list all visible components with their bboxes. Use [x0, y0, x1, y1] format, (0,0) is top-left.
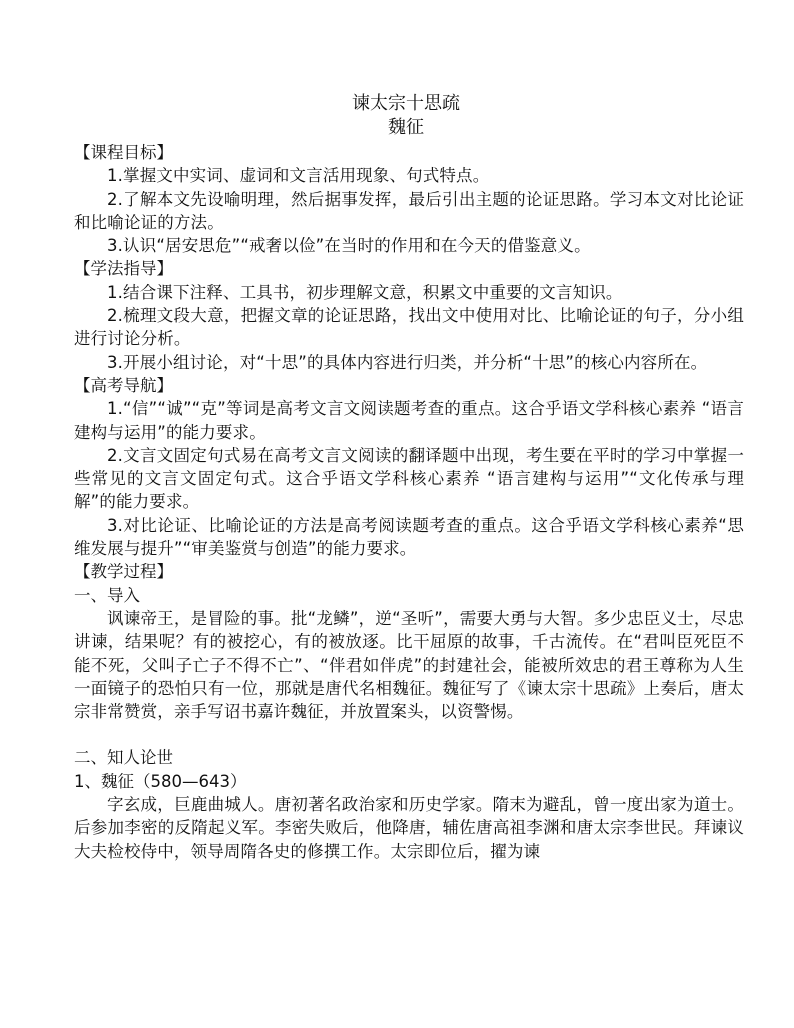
person-heading: 1、魏征（580—643）: [74, 771, 247, 791]
background-heading: 二、知人论世: [74, 748, 173, 768]
document-title: 谏太宗十思疏: [352, 93, 460, 114]
document-page: [74, 92, 744, 863]
spacer: [74, 723, 744, 746]
section-heading-method: 【学法指导】: [74, 259, 173, 279]
intro-paragraph: 讽谏帝王，是冒险的事。批“龙鳞”，逆“圣听”，需要大勇与大智。多少忠臣义士，尽忠讲谏，结果呢？有的被挖心，有的被放逐。比干屈原的故事，千古流传。在“君叫臣死臣不能不死，父叫子亡子不得不亡”、“伴君如伴虎”的封建社会，能被所效忠的君王尊称为人生一面镜子的恐怕只有一位，那就是唐代名相魏征。魏征写了《谏太宗十思疏》上奏后，唐太宗非常赞赏，亲手写诏书嘉许魏征，并放置案头，以资警惕。: [74, 608, 744, 722]
goal-item: 2.了解本文先设喻明理，然后据事发挥，最后引出主题的论证思路。学习本文对比论证和比喻论证的方法。: [74, 189, 744, 232]
section-heading-goals: 【课程目标】: [74, 143, 173, 162]
exam-item: 2.文言文固定句式易在高考文言文阅读的翻译题中出现，考生要在平时的学习中掌握一些常见的文言文固定句式。这合乎语文学科核心素养 “语言建构与运用”“文化传承与理解”的能力要求。: [74, 445, 744, 512]
method-item: 3.开展小组讨论，对“十思”的具体内容进行归类，并分析“十思”的核心内容所在。: [107, 352, 708, 372]
section-heading-exam: 【高考导航】: [74, 375, 173, 395]
document-author: 魏征: [388, 117, 424, 138]
exam-item: 3.对比论证、比喻论证的方法是高考阅读题考查的重点。这合乎语文学科核心素养“思维发展与提升”“审美鉴赏与创造”的能力要求。: [74, 515, 744, 559]
person-paragraph: 字玄成，巨鹿曲城人。唐初著名政治家和历史学家。隋末为避乱，曾一度出家为道士。后参加李密的反隋起义军。李密失败后，他降唐，辅佐唐高祖李渊和唐太宗李世民。拜谏议大夫检校侍中，领导周隋各史的修撰工作。太宗即位后，擢为谏: [74, 795, 744, 861]
exam-item: 1.“信”“诚”“克”等词是高考文言文阅读题考查的重点。这合乎语文学科核心素养 “语言建构与运用”的能力要求。: [74, 399, 744, 442]
intro-heading: 一、导入: [74, 585, 140, 605]
goal-item: 1.掌握文中实词、虚词和文言活用现象、句式特点。: [107, 166, 490, 186]
goal-item: 3.认识“居安思危”“戒奢以俭”在当时的作用和在今天的借鉴意义。: [107, 236, 591, 256]
section-heading-process: 【教学过程】: [74, 562, 173, 582]
method-item: 1.结合课下注释、工具书，初步理解文意，积累文中重要的文言知识。: [107, 282, 623, 302]
method-item: 2.梳理文段大意，把握文章的论证思路，找出文中使用对比、比喻论证的句子，分小组进行讨论分析。: [74, 306, 744, 349]
